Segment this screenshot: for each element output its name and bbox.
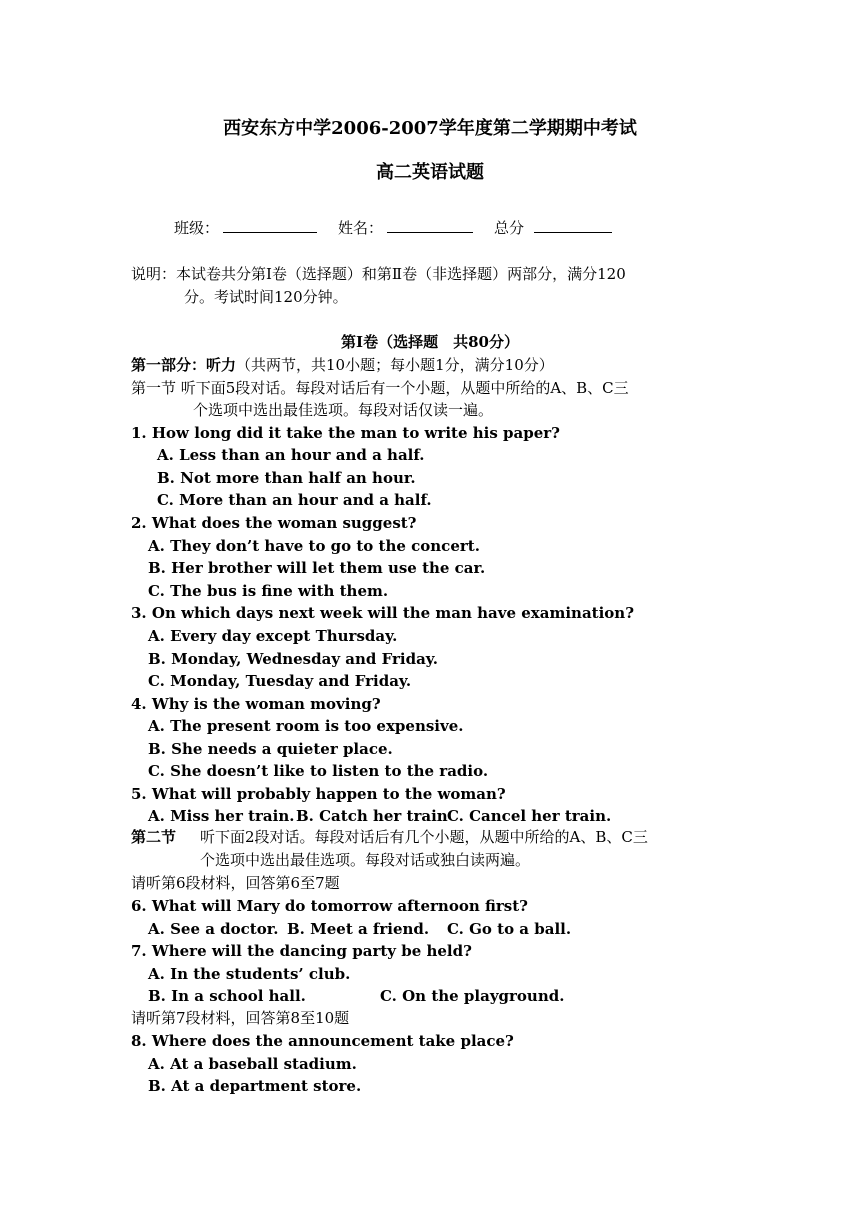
name-blank[interactable] [387,218,473,233]
part1-heading-rest: （共两节，共10小题；每小题1分，满分10分） [236,356,554,374]
volume1-heading: 第Ⅰ卷（选择题 共80分） [341,333,519,351]
question-2-option-c: C. The bus is fine with them. [148,582,389,600]
question-5-stem: 5. What will probably happen to the woman? [131,785,506,803]
score-blank[interactable] [534,218,612,233]
question-3-option-a: A. Every day except Thursday. [148,627,398,645]
question-4-stem: 4. Why is the woman moving? [131,695,381,713]
question-2-option-b: B. Her brother will let them use the car. [148,559,486,577]
question-3-option-b: B. Monday, Wednesday and Friday. [148,650,439,668]
question-6-option-c: C. Go to a ball. [447,920,572,938]
question-7-option-a: A. In the students’ club. [148,965,351,983]
question-6-stem: 6. What will Mary do tomorrow afternoon first? [131,897,528,915]
class-label: 班级： [174,219,220,237]
section1-line-1: 第一节 听下面5段对话。每段对话后有一个小题，从题中所给的A、B、C三 [131,379,629,397]
score-label: 总分 [494,219,525,237]
question-3-stem: 3. On which days next week will the man have examination? [131,604,634,622]
question-1-option-a: A. Less than an hour and a half. [157,446,425,464]
question-6-option-b: B. Meet a friend. [287,920,430,938]
name-label: 姓名： [338,219,384,237]
section1-line-2: 个选项中选出最佳选项。每段对话仅读一遍。 [193,401,494,419]
question-4-option-a: A. The present room is too expensive. [148,717,464,735]
question-5-option-a: A. Miss her train. [148,807,295,825]
exam-subtitle: 高二英语试题 [376,162,484,183]
question-2-option-a: A. They don’t have to go to the concert. [148,537,480,555]
question-1-option-b: B. Not more than half an hour. [157,469,416,487]
instructions-line-2: 分。考试时间120分钟。 [184,288,348,306]
question-7-option-b: B. In a school hall. [148,987,306,1005]
question-3-option-c: C. Monday, Tuesday and Friday. [148,672,412,690]
part1-heading [131,355,554,375]
question-8-option-b: B. At a department store. [148,1077,362,1095]
question-1-stem: 1. How long did it take the man to write his paper? [131,424,560,442]
question-4-option-c: C. She doesn’t like to listen to the radio. [148,762,489,780]
class-blank[interactable] [223,218,317,233]
question-4-option-b: B. She needs a quieter place. [148,740,393,758]
exam-title: 西安东方中学2006-2007学年度第二学期期中考试 [223,118,637,139]
score-field [494,218,612,238]
question-7-stem: 7. Where will the dancing party be held? [131,942,472,960]
instructions-line-1: 说明：本试卷共分第Ⅰ卷（选择题）和第Ⅱ卷（非选择题）两部分，满分120 [131,265,626,283]
question-6-option-a: A. See a doctor. [148,920,279,938]
question-7-option-c: C. On the playground. [380,987,565,1005]
question-8-stem: 8. Where does the announcement take place? [131,1032,514,1050]
question-5-option-b: B. Catch her train [296,807,448,825]
material-6-note: 请听第6段材料，回答第6至7题 [131,874,340,892]
section2-line-1: 听下面2段对话。每段对话后有几个小题，从题中所给的A、B、C三 [200,828,648,846]
question-1-option-c: C. More than an hour and a half. [157,491,432,509]
section2-label: 第二节 [131,828,177,846]
material-7-note: 请听第7段材料，回答第8至10题 [131,1009,350,1027]
question-2-stem: 2. What does the woman suggest? [131,514,417,532]
part1-heading-bold: 第一部分：听力 [131,356,237,374]
section2-line-2: 个选项中选出最佳选项。每段对话或独白读两遍。 [200,851,531,869]
question-5-option-c: C. Cancel her train. [447,807,612,825]
name-field [338,218,473,238]
question-8-option-a: A. At a baseball stadium. [148,1055,357,1073]
class-field [174,218,317,238]
